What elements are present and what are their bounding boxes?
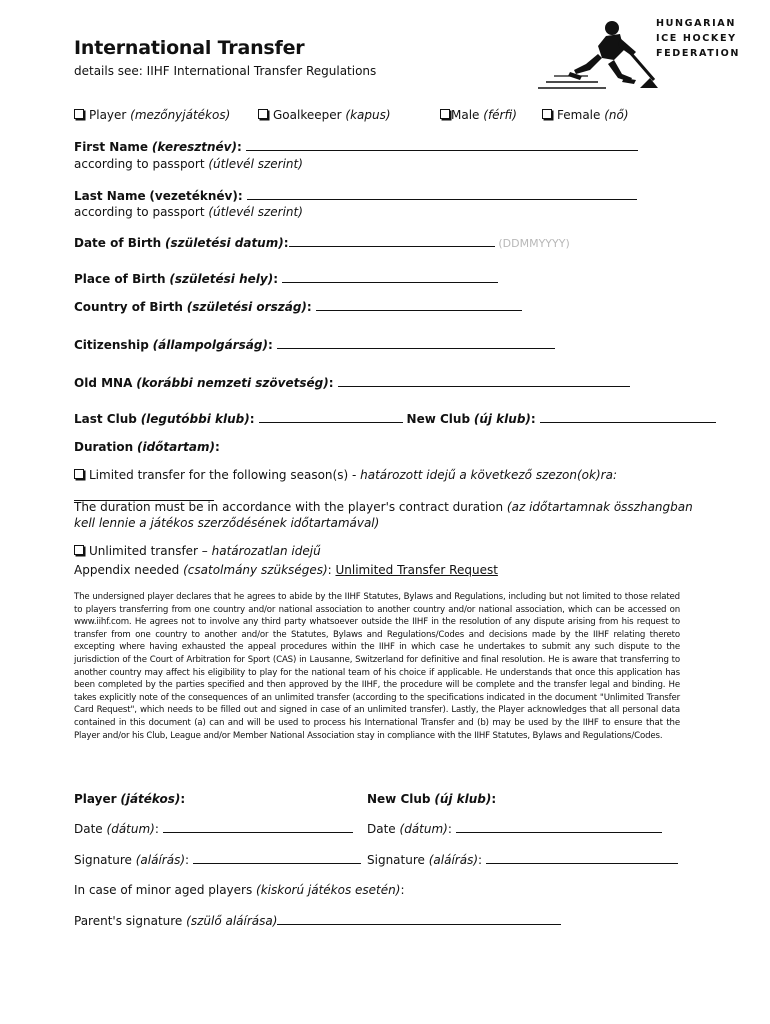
- last-name-input[interactable]: [247, 189, 637, 200]
- first-name-field: First Name (keresztnév):: [74, 140, 638, 154]
- place-of-birth-input[interactable]: [282, 272, 498, 283]
- date-format-hint: (DDMMYYYY): [498, 237, 570, 250]
- new-club-input[interactable]: [540, 412, 716, 423]
- club-date-input[interactable]: [456, 822, 662, 833]
- player-signature-field: Signature (aláírás):: [74, 853, 361, 867]
- player-date-input[interactable]: [163, 822, 353, 833]
- duration-heading: Duration (időtartam):: [74, 440, 220, 454]
- unlimited-transfer-request-link[interactable]: Unlimited Transfer Request: [335, 563, 498, 577]
- goalkeeper-checkbox[interactable]: [258, 109, 268, 119]
- female-option[interactable]: Female (nő): [542, 108, 629, 122]
- country-of-birth-field: Country of Birth (születési ország):: [74, 300, 522, 314]
- old-mna-input[interactable]: [338, 376, 630, 387]
- parent-signature-field: Parent's signature (szülő aláírása): [74, 914, 561, 928]
- contract-duration-note-hu: kell lennie a játékos szerződésének időtartamával): [74, 516, 380, 530]
- limited-transfer-option[interactable]: Limited transfer for the following season(s) - határozott idejű a következő szezon(ok)ra:: [74, 468, 617, 482]
- player-signature-input[interactable]: [193, 853, 361, 864]
- goalkeeper-option[interactable]: Goalkeeper (kapus): [258, 108, 391, 122]
- page-subtitle: details see: IIHF International Transfer Regulations: [74, 64, 377, 78]
- last-club-input[interactable]: [259, 412, 403, 423]
- new-club-signature-heading: New Club (új klub):: [367, 792, 497, 806]
- parent-signature-input[interactable]: [277, 914, 561, 925]
- page-title: International Transfer: [74, 37, 305, 59]
- appendix-note: Appendix needed (csatolmány szükséges): Unlimited Transfer Request: [74, 563, 498, 577]
- female-checkbox[interactable]: [542, 109, 552, 119]
- contract-duration-note: The duration must be in accordance with the player's contract duration (az időtartamnak összhangban: [74, 500, 693, 514]
- player-option[interactable]: Player (mezőnyjátékos): [74, 108, 230, 122]
- limited-transfer-checkbox[interactable]: [74, 469, 84, 479]
- player-checkbox[interactable]: [74, 109, 84, 119]
- male-checkbox[interactable]: [440, 109, 450, 119]
- date-of-birth-input[interactable]: [289, 236, 495, 247]
- male-option[interactable]: Male (férfi): [440, 108, 517, 122]
- player-date-field: Date (dátum):: [74, 822, 353, 836]
- unlimited-transfer-option[interactable]: Unlimited transfer – határozatlan idejű: [74, 544, 321, 558]
- first-name-passport-note: according to passport (útlevél szerint): [74, 157, 303, 171]
- club-signature-field: Signature (aláírás):: [367, 853, 678, 867]
- last-name-field: Last Name (vezetéknév):: [74, 189, 637, 203]
- last-name-passport-note: according to passport (útlevél szerint): [74, 205, 303, 219]
- place-of-birth-field: Place of Birth (születési hely):: [74, 272, 498, 286]
- citizenship-field: Citizenship (állampolgárság):: [74, 338, 555, 352]
- first-name-input[interactable]: [246, 140, 638, 151]
- unlimited-transfer-checkbox[interactable]: [74, 545, 84, 555]
- citizenship-input[interactable]: [277, 338, 555, 349]
- club-date-field: Date (dátum):: [367, 822, 662, 836]
- old-mna-field: Old MNA (korábbi nemzeti szövetség):: [74, 376, 630, 390]
- legal-declaration: The undersigned player declares that he agrees to abide by the IIHF Statutes, Bylaws and Regulations, including but not limited to those related to players transferring from one country and/or national association to another country and/or national association, which can be accessed on www.iihf.com. He agrees not to involve any third party whatsoever outside the IIHF in the resolution of any dispute arising from his request to transfer from one country to another and/or the Statutes, Bylaws and Regulations/Codes and decisions made by the IIHF relating thereto excepting where having exhausted the appeal procedures within the IIHF in which case he undertakes to submit any such dispute to the jurisdiction of the Court of Arbitration for Sport (CAS) in Lausanne, Switzerland for definitive and final resolution. He is aware that transferring to another country may affect his eligibility to play for the national team of his choice if applicable. He understands that once this application has been completed by the parties specified and then approved by the IIHF, the procedure will be complete and the transfer legal and binding. He takes explicitly note of the consequences of an unlimited transfer (according to the specifications indicated in the document "Unlimited Transfer Card Request", which needs to be filled out and signed in case of an unlimited transfer). Lastly, the Player acknowledges that all personal data contained in this document (a) can and will be used to process his International Transfer and (b) may be used by the IIHF to ensure that the Player and/or his Club, League and/or Member National Association stay in compliance with the IIHF Statutes, Bylaws and Regulations/Codes.: [74, 592, 680, 741]
- clubs-field: Last Club (legutóbbi klub): New Club (új klub):: [74, 412, 716, 426]
- club-signature-input[interactable]: [486, 853, 678, 864]
- minor-player-note: In case of minor aged players (kiskorú játékos esetén):: [74, 883, 405, 897]
- federation-logo-text: HUNGARIAN ICE HOCKEY FEDERATION: [656, 18, 740, 59]
- player-signature-heading: Player (játékos):: [74, 792, 186, 806]
- date-of-birth-field: Date of Birth (születési datum): (DDMMYYYY): [74, 236, 570, 250]
- country-of-birth-input[interactable]: [316, 300, 522, 311]
